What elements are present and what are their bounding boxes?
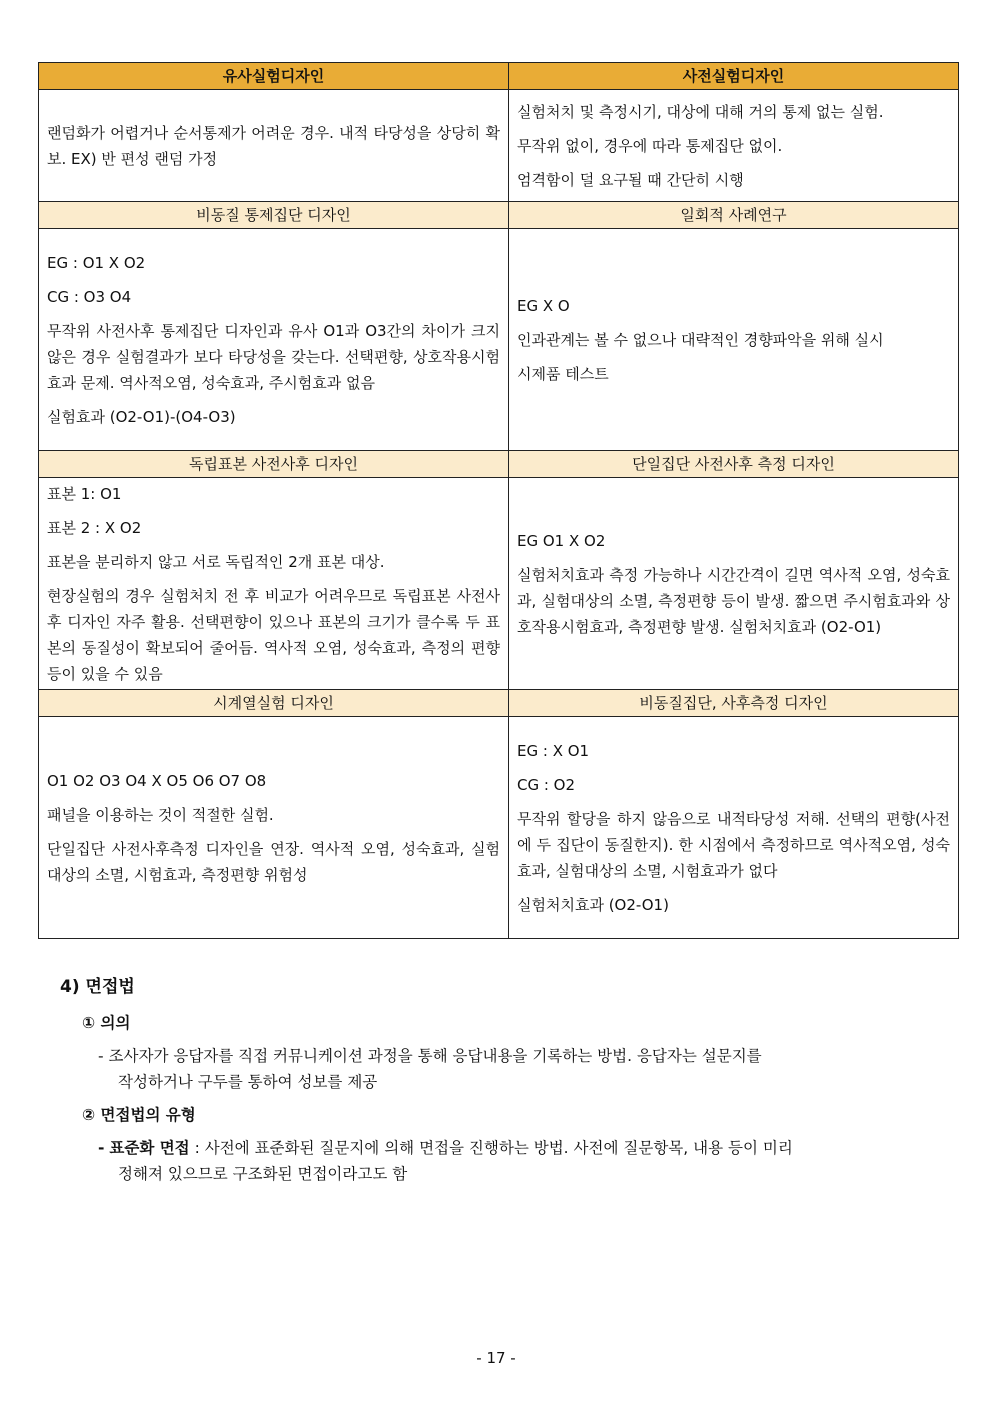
description-line: 무작위 없이, 경우에 따라 통제집단 없이. bbox=[517, 136, 783, 155]
right-design-description bbox=[509, 90, 959, 202]
description-line: 무작위 할당을 하지 않음으로 내적타당성 저해. 선택의 편향(사전에 두 집단이 동질한지). 한 시점에서 측정하므로 역사적오염, 성숙효과, 실험대상의 소멸, 시험효과가 없다 bbox=[517, 809, 950, 880]
section-title: 4) 면접법 bbox=[60, 977, 135, 997]
standardized-interview-term: 표준화 면접 bbox=[109, 1139, 190, 1157]
description-line: EG : O1 X O2 bbox=[47, 253, 146, 272]
table-content-row bbox=[39, 90, 959, 202]
dash-bullet: - bbox=[98, 1139, 105, 1157]
types-paragraph bbox=[98, 1135, 940, 1187]
description-line: 표본 2 : X O2 bbox=[47, 518, 142, 537]
left-design-title: 유사실험디자인 bbox=[39, 63, 509, 90]
left-design-description bbox=[39, 478, 509, 690]
description-line: 표본을 분리하지 않고 서로 독립적인 2개 표본 대상. bbox=[47, 552, 385, 571]
description-line: 실험처치 및 측정시기, 대상에 대해 거의 통제 없는 실험. bbox=[517, 102, 884, 121]
description-line: 시제품 테스트 bbox=[517, 364, 609, 383]
interview-section bbox=[60, 972, 940, 1195]
description-line: EG : X O1 bbox=[517, 741, 590, 760]
table-header-row bbox=[39, 202, 959, 229]
design-comparison-table bbox=[38, 62, 959, 939]
description-line: 실험처치효과 측정 가능하나 시간간격이 길면 역사적 오염, 성숙효과, 실험대상의 소멸, 측정편향 등이 발생. 짧으면 주시험효과와 상호작용시험효과, 측정편향 발생. 실험처치효과 (O2-O1) bbox=[517, 565, 950, 636]
description-line: 실험효과 (O2-O1)-(O4-O3) bbox=[47, 407, 236, 426]
description-line: EG X O bbox=[517, 296, 570, 315]
right-design-description bbox=[509, 478, 959, 690]
meaning-text-continued: 작성하거나 구두를 통하여 성보를 제공 bbox=[118, 1073, 378, 1091]
description-line: EG O1 X O2 bbox=[517, 531, 606, 550]
description-line: CG : O3 O4 bbox=[47, 287, 132, 306]
right-design-title: 사전실험디자인 bbox=[509, 63, 959, 90]
table-header-row bbox=[39, 690, 959, 717]
description-line: 현장실험의 경우 실험처치 전 후 비교가 어려우므로 독립표본 사전사후 디자인 자주 활용. 선택편향이 있으나 표본의 크기가 클수록 두 표본의 동질성이 확보되어 줄어듬. 역사적 오염, 성숙효과, 측정의 편향 등이 있을 수 있음 bbox=[47, 586, 500, 683]
dash-bullet: - bbox=[98, 1047, 104, 1065]
left-design-description bbox=[39, 717, 509, 939]
left-design-title: 독립표본 사전사후 디자인 bbox=[39, 451, 509, 478]
description-line: 랜덤화가 어렵거나 순서통제가 어려운 경우. 내적 타당성을 상당히 확보. EX) 반 편성 랜덤 가정 bbox=[47, 123, 500, 168]
description-line: 단일집단 사전사후측정 디자인을 연장. 역사적 오염, 성숙효과, 실험대상의 소멸, 시험효과, 측정편향 위험성 bbox=[47, 839, 500, 884]
left-design-title: 비동질 통제집단 디자인 bbox=[39, 202, 509, 229]
table-header-row bbox=[39, 451, 959, 478]
meaning-text: 조사자가 응답자를 직접 커뮤니케이션 과정을 통해 응답내용을 기록하는 방법. 응답자는 설문지를 bbox=[108, 1047, 762, 1065]
types-text: : 사전에 표준화된 질문지에 의해 면접을 진행하는 방법. 사전에 질문항목, 내용 등이 미리 bbox=[189, 1139, 793, 1157]
description-line: CG : O2 bbox=[517, 775, 576, 794]
left-design-description bbox=[39, 229, 509, 451]
subsection-meaning-title: ① 의의 bbox=[82, 1014, 131, 1032]
page-number: - 17 - bbox=[476, 1349, 516, 1367]
description-line: 실험처치효과 (O2-O1) bbox=[517, 895, 669, 914]
right-design-title: 단일집단 사전사후 측정 디자인 bbox=[509, 451, 959, 478]
description-line: 인과관계는 볼 수 없으나 대략적인 경향파악을 위해 실시 bbox=[517, 330, 884, 349]
description-line: O1 O2 O3 O4 X O5 O6 O7 O8 bbox=[47, 771, 267, 790]
description-line: 무작위 사전사후 통제집단 디자인과 유사 O1과 O3간의 차이가 크지 않은 경우 실험결과가 보다 타당성을 갖는다. 선택편향, 상호작용시험효과 문제. 역사적오염, 성숙효과, 주시험효과 없음 bbox=[47, 321, 500, 392]
description-line: 표본 1: O1 bbox=[47, 484, 122, 503]
right-design-title: 비동질집단, 사후측정 디자인 bbox=[509, 690, 959, 717]
table-content-row bbox=[39, 717, 959, 939]
left-design-description bbox=[39, 90, 509, 202]
table-content-row bbox=[39, 229, 959, 451]
description-line: 엄격함이 덜 요구될 때 간단히 시행 bbox=[517, 170, 744, 189]
right-design-description bbox=[509, 229, 959, 451]
left-design-title: 시계열실험 디자인 bbox=[39, 690, 509, 717]
subsection-types-title: ② 면접법의 유형 bbox=[82, 1106, 196, 1124]
right-design-title: 일회적 사례연구 bbox=[509, 202, 959, 229]
description-line: 패널을 이용하는 것이 적절한 실험. bbox=[47, 805, 274, 824]
meaning-paragraph bbox=[98, 1043, 940, 1095]
right-design-description bbox=[509, 717, 959, 939]
table-body bbox=[39, 63, 959, 939]
types-text-continued: 정해져 있으므로 구조화된 면접이라고도 함 bbox=[118, 1165, 408, 1183]
table-header-row bbox=[39, 63, 959, 90]
table-content-row bbox=[39, 478, 959, 690]
